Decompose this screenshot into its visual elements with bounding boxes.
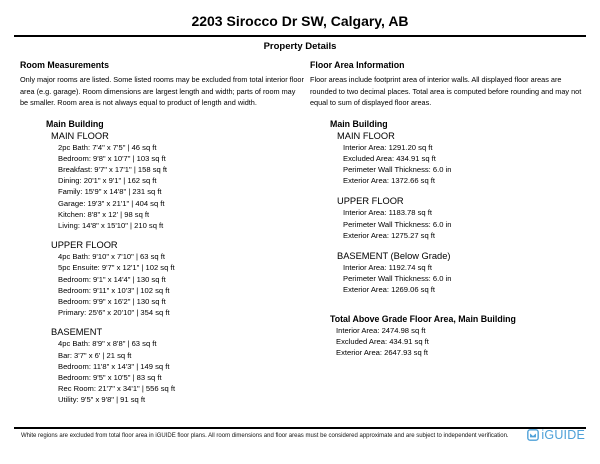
- page-title: 2203 Sirocco Dr SW, Calgary, AB: [191, 13, 409, 29]
- room-line: Living: 14'8" x 15'10" | 210 sq ft: [58, 220, 164, 230]
- room-measurements-description: Only major rooms are listed. Some listed rooms may be excluded from total interior floor area (e.g. garage). Room dimensions are largest length and width; parts of room may be smaller. Room area is not always equal to product of length and width.: [20, 75, 304, 107]
- room-measurements-heading: Room Measurements: [20, 60, 109, 70]
- floor-name: MAIN FLOOR: [337, 130, 395, 141]
- room-line: Bedroom: 9'11" x 10'3" | 102 sq ft: [58, 285, 170, 295]
- room-line: Garage: 19'3" x 21'1" | 404 sq ft: [58, 198, 165, 208]
- room-line: Bar: 3'7" x 6' | 21 sq ft: [58, 350, 132, 360]
- building-name: Main Building: [46, 118, 104, 129]
- room-line: Bedroom: 9'5" x 10'5" | 83 sq ft: [58, 372, 162, 382]
- area-line: Perimeter Wall Thickness: 6.0 in: [343, 274, 452, 284]
- room-line: Breakfast: 9'7" x 17'1" | 158 sq ft: [58, 164, 168, 174]
- room-line: 5pc Ensuite: 9'7" x 12'1" | 102 sq ft: [58, 263, 175, 273]
- area-line: Perimeter Wall Thickness: 6.0 in: [343, 219, 452, 229]
- area-line: Interior Area: 1192.74 sq ft: [343, 262, 432, 272]
- total-area-group: [310, 313, 588, 359]
- room-line: Bedroom: 9'9" x 16'2" | 130 sq ft: [58, 296, 166, 306]
- area-line: Exterior Area: 1275.27 sq ft: [343, 230, 436, 240]
- area-line: Perimeter Wall Thickness: 6.0 in: [343, 164, 452, 174]
- iguide-logo-icon: [527, 429, 539, 441]
- footer-disclaimer: White regions are excluded from total floor area in iGUIDE floor plans. All room dimensions and floor areas must be considered approximate and are subject to independent verification.: [21, 433, 509, 439]
- area-group-basement: [310, 250, 588, 296]
- area-group-upper-floor: [310, 195, 588, 241]
- floor-group-main-floor: [20, 130, 304, 232]
- floor-name: UPPER FLOOR: [337, 196, 404, 207]
- room-line: Family: 15'9" x 14'8" | 231 sq ft: [58, 187, 162, 197]
- area-line: Interior Area: 2474.98 sq ft: [336, 325, 426, 335]
- room-line: 4pc Bath: 8'9" x 8'8" | 63 sq ft: [58, 339, 157, 349]
- area-line: Exterior Area: 1372.66 sq ft: [343, 176, 436, 186]
- room-line: Bedroom: 9'8" x 10'7" | 103 sq ft: [58, 153, 166, 163]
- floor-area-section: [310, 60, 588, 358]
- room-line: Utility: 9'5" x 9'8" | 91 sq ft: [58, 395, 146, 405]
- room-line: 2pc Bath: 7'4" x 7'5" | 46 sq ft: [58, 142, 157, 152]
- area-line: Interior Area: 1291.20 sq ft: [343, 142, 433, 152]
- iguide-logo-text: iGUIDE: [541, 428, 585, 442]
- room-line: Bedroom: 9'1" x 14'4" | 130 sq ft: [58, 274, 166, 284]
- area-line: Excluded Area: 434.91 sq ft: [336, 336, 429, 346]
- room-line: Primary: 25'6" x 20'10" | 354 sq ft: [58, 308, 170, 318]
- area-line: Excluded Area: 434.91 sq ft: [343, 153, 436, 163]
- room-line: Dining: 20'1" x 9'1" | 162 sq ft: [58, 176, 157, 186]
- room-line: 4pc Bath: 9'10" x 7'10" | 63 sq ft: [58, 252, 165, 262]
- area-line: Exterior Area: 1269.06 sq ft: [343, 285, 436, 295]
- floor-area-heading: Floor Area Information: [310, 60, 405, 70]
- room-line: Bedroom: 11'8" x 14'3" | 149 sq ft: [58, 361, 170, 371]
- building-name: Main Building: [330, 118, 388, 129]
- floor-group-upper-floor: [20, 239, 304, 318]
- floor-group-basement: [20, 326, 304, 405]
- room-line: Kitchen: 8'8" x 12' | 98 sq ft: [58, 209, 150, 219]
- footer-divider: [14, 427, 586, 429]
- total-area-heading: Total Above Grade Floor Area, Main Building: [330, 313, 516, 324]
- floor-name: BASEMENT (Below Grade): [337, 250, 451, 261]
- room-line: Rec Room: 21'7" x 34'1" | 556 sq ft: [58, 384, 176, 394]
- floor-name: BASEMENT: [51, 327, 103, 338]
- floor-name: MAIN FLOOR: [51, 130, 109, 141]
- page-subtitle: Property Details: [263, 40, 337, 52]
- area-line: Interior Area: 1183.78 sq ft: [343, 208, 432, 218]
- area-group-main-floor: [310, 130, 588, 187]
- floor-area-description: Floor areas include footprint area of interior walls. All displayed floor areas are rounded to two decimal places. Total area is computed before rounding and may not equal to sum of displayed floor areas.: [310, 75, 582, 107]
- room-measurements-section: [20, 60, 304, 406]
- area-line: Exterior Area: 2647.93 sq ft: [336, 347, 429, 357]
- floor-name: UPPER FLOOR: [51, 240, 118, 251]
- iguide-logo: [527, 428, 585, 442]
- title-divider: [14, 35, 586, 37]
